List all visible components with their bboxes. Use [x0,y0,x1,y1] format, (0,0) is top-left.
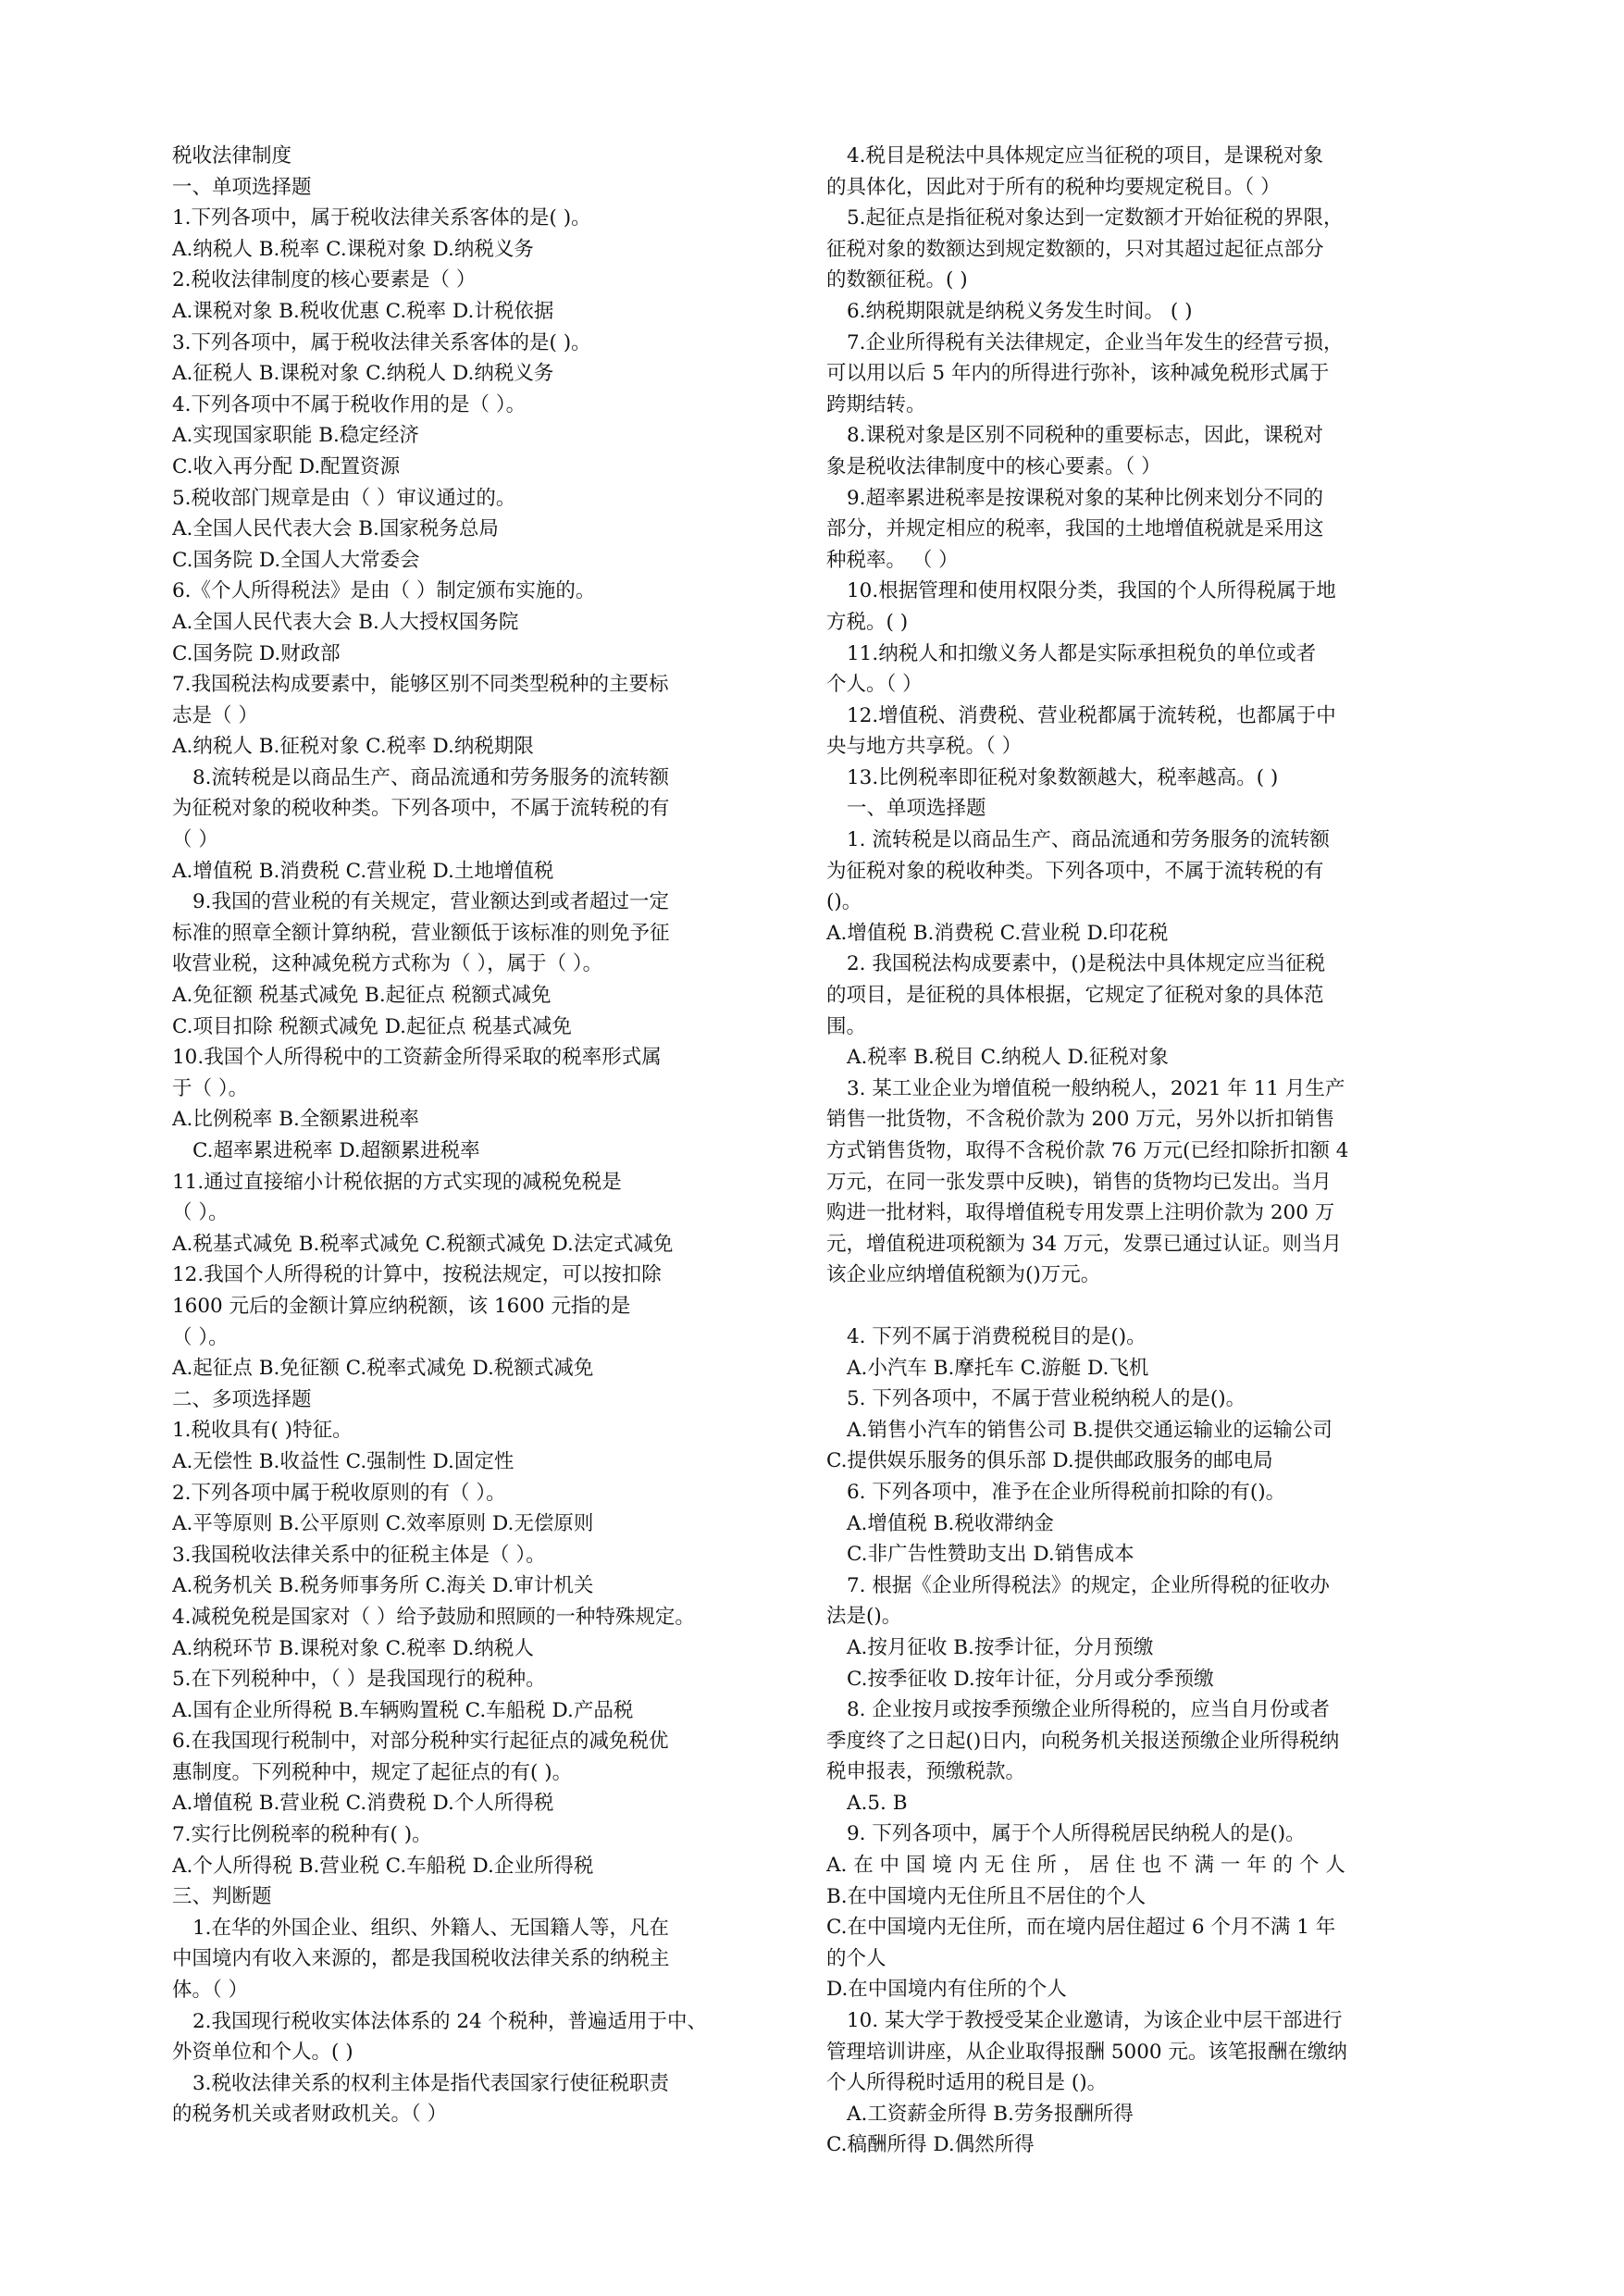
text-line: C.稿酬所得 D.偶然所得 [826,2133,1035,2157]
text-line: 方税。( ) [826,610,909,634]
text-line: 3.税收法律关系的权利主体是指代表国家行使征税职责 [192,2071,670,2095]
text-line: 3.我国税收法律关系中的征税主体是（ ）。 [172,1543,546,1567]
text-line: 二、多项选择题 [172,1387,312,1411]
text-line: 3. 某工业企业为增值税一般纳税人，2021 年 11 月生产 [847,1076,1345,1100]
right-column [826,141,1541,2161]
text-line: 惠制度。下列税种中，规定了起征点的有( )。 [172,1760,573,1784]
text-line: 万元，在同一张发票中反映)，销售的货物均已发出。当月 [826,1170,1332,1194]
text-line: 7.实行比例税率的税种有( )。 [172,1823,432,1847]
text-line: C.在中国境内无住所，而在境内居住超过 6 个月不满 1 年 [826,1916,1336,1940]
text-line: C.非广告性赞助支出 D.销售成本 [847,1543,1134,1567]
text-line: A.征税人 B.课税对象 C.纳税人 D.纳税义务 [172,362,554,386]
text-line: 税收法律制度 [172,144,292,168]
text-line: A.个人所得税 B.营业税 C.车船税 D.企业所得税 [172,1854,594,1878]
text-line: A.起征点 B.免征额 C.税率式减免 D.税额式减免 [172,1357,594,1381]
text-line: 方式销售货物，取得不含税价款 76 万元(已经扣除折扣额 4 [826,1139,1349,1162]
text-line: 10. 某大学于教授受某企业邀请，为该企业中层干部进行 [847,2009,1343,2033]
text-line: 标准的照章全额计算纳税，营业额低于该标准的则免予征 [172,921,670,945]
text-line: 7.企业所得税有关法律规定，企业当年发生的经营亏损， [847,330,1344,354]
text-line: 9. 下列各项中，属于个人所得税居民纳税人的是()。 [847,1822,1306,1846]
text-line: （ ）。 [172,1201,229,1225]
text-line: 6.在我国现行税制中，对部分税种实行起征点的减免税优 [172,1730,669,1754]
text-line: 8.流转税是以商品生产、商品流通和劳务服务的流转额 [192,765,670,789]
text-line: 管理培训讲座，从企业取得报酬 5000 元。该笔报酬在缴纳 [826,2040,1347,2064]
text-line: A.销售小汽车的销售公司 B.提供交通运输业的运输公司 [847,1418,1333,1442]
text-line: A.税务机关 B.税务师事务所 C.海关 D.审计机关 [172,1574,594,1598]
text-line: 三、判断题 [172,1885,272,1909]
text-line: A.小汽车 B.摩托车 C.游艇 D.飞机 [847,1356,1149,1380]
text-line: A.无偿性 B.收益性 C.强制性 D.固定性 [172,1449,514,1473]
text-line: 1.税收具有( )特征。 [172,1419,353,1443]
text-line: （ ） [172,828,218,852]
text-line: A.税率 B.税目 C.纳税人 D.征税对象 [847,1046,1169,1070]
text-line: 6. 下列各项中，准予在企业所得税前扣除的有()。 [847,1480,1286,1504]
text-line: A.全国人民代表大会 B.人大授权国务院 [172,610,519,634]
text-line: A.增值税 B.消费税 C.营业税 D.印花税 [826,921,1169,945]
text-line: 收营业税，这种减免税方式称为（ ），属于（ ）。 [172,952,603,976]
text-line: 跨期结转。 [826,392,926,416]
text-line: A.纳税人 B.征税对象 C.税率 D.纳税期限 [172,735,534,759]
text-line: 一、单项选择题 [847,797,986,821]
text-line: 1.在华的外国企业、组织、外籍人、无国籍人等，凡在 [192,1916,670,1940]
text-line: C.收入再分配 D.配置资源 [172,454,401,478]
text-line: 个人。（ ） [826,673,923,697]
text-line: 元，增值税进项税额为 34 万元，发票已通过认证。则当月 [826,1232,1343,1256]
text-line [826,1291,1541,1322]
text-line: A.全国人民代表大会 B.国家税务总局 [172,517,499,541]
text-line: 种税率。 （ ） [826,548,959,572]
text-line: A.纳税环节 B.课税对象 C.税率 D.纳税人 [172,1636,534,1660]
text-line: 的具体化，因此对于所有的税种均要规定税目。（ ） [826,175,1281,199]
text-line: A.工资薪金所得 B.劳务报酬所得 [847,2102,1134,2126]
text-line: 的项目，是征税的具体根据，它规定了征税对象的具体范 [826,984,1324,1008]
text-line: 销售一批货物，不含税价款为 200 万元，另外以折扣销售 [826,1108,1335,1132]
text-line: A.按月征收 B.按季计征，分月预缴 [847,1635,1154,1659]
text-line: 9.我国的营业税的有关规定，营业额达到或者超过一定 [192,890,670,914]
text-line: 5.在下列税种中，（ ）是我国现行的税种。 [172,1668,546,1692]
text-line: ()。 [826,890,862,914]
text-line: A.实现国家职能 B.稳定经济 [172,424,419,448]
text-line: C.按季征收 D.按年计征，分月或分季预缴 [847,1667,1214,1691]
text-line: 2. 我国税法构成要素中，()是税法中具体规定应当征税 [847,952,1326,976]
text-line: 可以用以后 5 年内的所得进行弥补，该种减免税形式属于 [826,362,1330,386]
text-line: 中国境内有收入来源的，都是我国税收法律关系的纳税主 [172,1947,670,1971]
text-line: 11.通过直接缩小计税依据的方式实现的减税免税是 [172,1170,622,1194]
text-line: 9.超率累进税率是按课税对象的某种比例来划分不同的 [847,486,1324,510]
text-line: 8. 企业按月或按季预缴企业所得税的，应当自月份或者 [847,1698,1330,1722]
text-line: 税申报表，预缴税款。 [826,1760,1026,1784]
text-line: 的数额征税。( ) [826,268,968,292]
text-line: 4.减税免税是国家对（ ）给予鼓励和照顾的一种特殊规定。 [172,1605,695,1629]
text-line: 志是（ ） [172,703,258,727]
text-line: C.国务院 D.财政部 [172,641,341,665]
text-line: A.平等原则 B.公平原则 C.效率原则 D.无偿原则 [172,1512,594,1536]
text-line: 象是税收法律制度中的核心要素。（ ） [826,454,1161,478]
text-line: 央与地方共享税。（ ） [826,735,1023,759]
text-line: 征税对象的数额达到规定数额的，只对其超过起征点部分 [826,237,1324,261]
text-line: A.比例税率 B.全额累进税率 [172,1108,419,1132]
text-line: 于（ ）。 [172,1076,249,1100]
text-line: 3.下列各项中，属于税收法律关系客体的是( )。 [172,330,591,354]
text-line: 13.比例税率即征税对象数额越大，税率越高。( ) [847,765,1279,789]
text-line: A.增值税 B.消费税 C.营业税 D.土地增值税 [172,859,554,883]
text-line: C.超率累进税率 D.超额累进税率 [192,1139,480,1162]
text-line: A.增值税 B.税收滞纳金 [847,1511,1054,1535]
text-line: B.在中国境内无住所且不居住的个人 [826,1884,1147,1908]
text-line: 5. 下列各项中，不属于营业税纳税人的是()。 [847,1387,1246,1411]
text-line: 7. 根据《企业所得税法》的规定，企业所得税的征收办 [847,1573,1330,1597]
left-column [172,141,886,2130]
text-line: （ ）。 [172,1325,229,1349]
text-line: A.纳税人 B.税率 C.课税对象 D.纳税义务 [172,237,534,261]
text-line: 为征税对象的税收种类。下列各项中，不属于流转税的有 [172,797,670,821]
text-line: 2.我国现行税收实体法体系的 24 个税种，普遍适用于中、 [192,2009,708,2033]
text-line: A.课税对象 B.税收优惠 C.税率 D.计税依据 [172,299,554,323]
text-line: C.项目扣除 税额式减免 D.起征点 税基式减免 [172,1014,572,1038]
text-line: 11.纳税人和扣缴义务人都是实际承担税负的单位或者 [847,641,1317,665]
text-line: 体。（ ） [172,1979,249,2003]
text-line: 法是()。 [826,1605,902,1629]
text-line: 购进一批材料，取得增值税专用发票上注明价款为 200 万 [826,1201,1335,1225]
text-line: 5.起征点是指征税对象达到一定数额才开始征税的界限， [847,206,1344,230]
text-line: 外资单位和个人。( ) [172,2041,353,2065]
text-line: 1600 元后的金额计算应纳税额，该 1600 元指的是 [172,1294,631,1318]
text-line: 的税务机关或者财政机关。（ ） [172,2103,448,2127]
text-line: A.税基式减免 B.税率式减免 C.税额式减免 D.法定式减免 [172,1232,674,1256]
text-line: 4. 下列不属于消费税税目的是()。 [847,1324,1147,1348]
text-line: 5.税收部门规章是由（ ）审议通过的。 [172,486,516,510]
text-line: 部分，并规定相应的税率，我国的土地增值税就是采用这 [826,517,1324,541]
text-line: C.提供娱乐服务的俱乐部 D.提供邮政服务的邮电局 [826,1449,1273,1473]
text-line: 10.我国个人所得税中的工资薪金所得采取的税率形式属 [172,1046,662,1070]
text-line: 围。 [826,1014,867,1038]
text-line: 一、单项选择题 [172,175,312,199]
text-line: 1. 流转税是以商品生产、商品流通和劳务服务的流转额 [847,828,1330,852]
text-line: D.在中国境内有住所的个人 [826,1978,1067,2002]
text-line: A.5. B [847,1791,908,1815]
text-line: 个人所得税时适用的税目是 ()。 [826,2071,1108,2095]
text-line: C.国务院 D.全国人大常委会 [172,548,420,572]
text-line: 为征税对象的税收种类。下列各项中，不属于流转税的有 [826,859,1324,883]
text-line: 8.课税对象是区别不同税种的重要标志，因此，课税对 [847,424,1324,448]
text-line: 10.根据管理和使用权限分类，我国的个人所得税属于地 [847,579,1336,603]
text-line: A.增值税 B.营业税 C.消费税 D.个人所得税 [172,1792,554,1816]
text-line: 6.《个人所得税法》是由（ ）制定颁布实施的。 [172,579,596,603]
text-line: 1.下列各项中，属于税收法律关系客体的是( )。 [172,206,591,230]
text-line: 2.下列各项中属于税收原则的有（ ）。 [172,1481,506,1505]
text-line: A.国有企业所得税 B.车辆购置税 C.车船税 D.产品税 [172,1698,634,1722]
text-line: 4.下列各项中不属于税收作用的是（ ）。 [172,392,527,416]
text-line: 12.我国个人所得税的计算中，按税法规定，可以按扣除 [172,1263,662,1287]
text-line: 的个人 [826,1946,886,1970]
text-line: 6.纳税期限就是纳税义务发生时间。 ( ) [847,299,1193,323]
text-line: 7.我国税法构成要素中，能够区别不同类型税种的主要标 [172,673,669,697]
text-line: A. 在 中 国 境 内 无 住 所 ， 居 住 也 不 满 一 年 的 个 人 [826,1854,1345,1878]
text-line: 该企业应纳增值税额为()万元。 [826,1263,1101,1287]
text-line: 4.税目是税法中具体规定应当征税的项目，是课税对象 [847,144,1324,168]
text-line: 12.增值税、消费税、营业税都属于流转税，也都属于中 [847,703,1336,727]
text-line: 2.税收法律制度的核心要素是（ ） [172,268,477,292]
text-line: A.免征额 税基式减免 B.起征点 税额式减免 [172,984,552,1008]
text-line: 季度终了之日起()日内，向税务机关报送预缴企业所得税纳 [826,1729,1340,1753]
